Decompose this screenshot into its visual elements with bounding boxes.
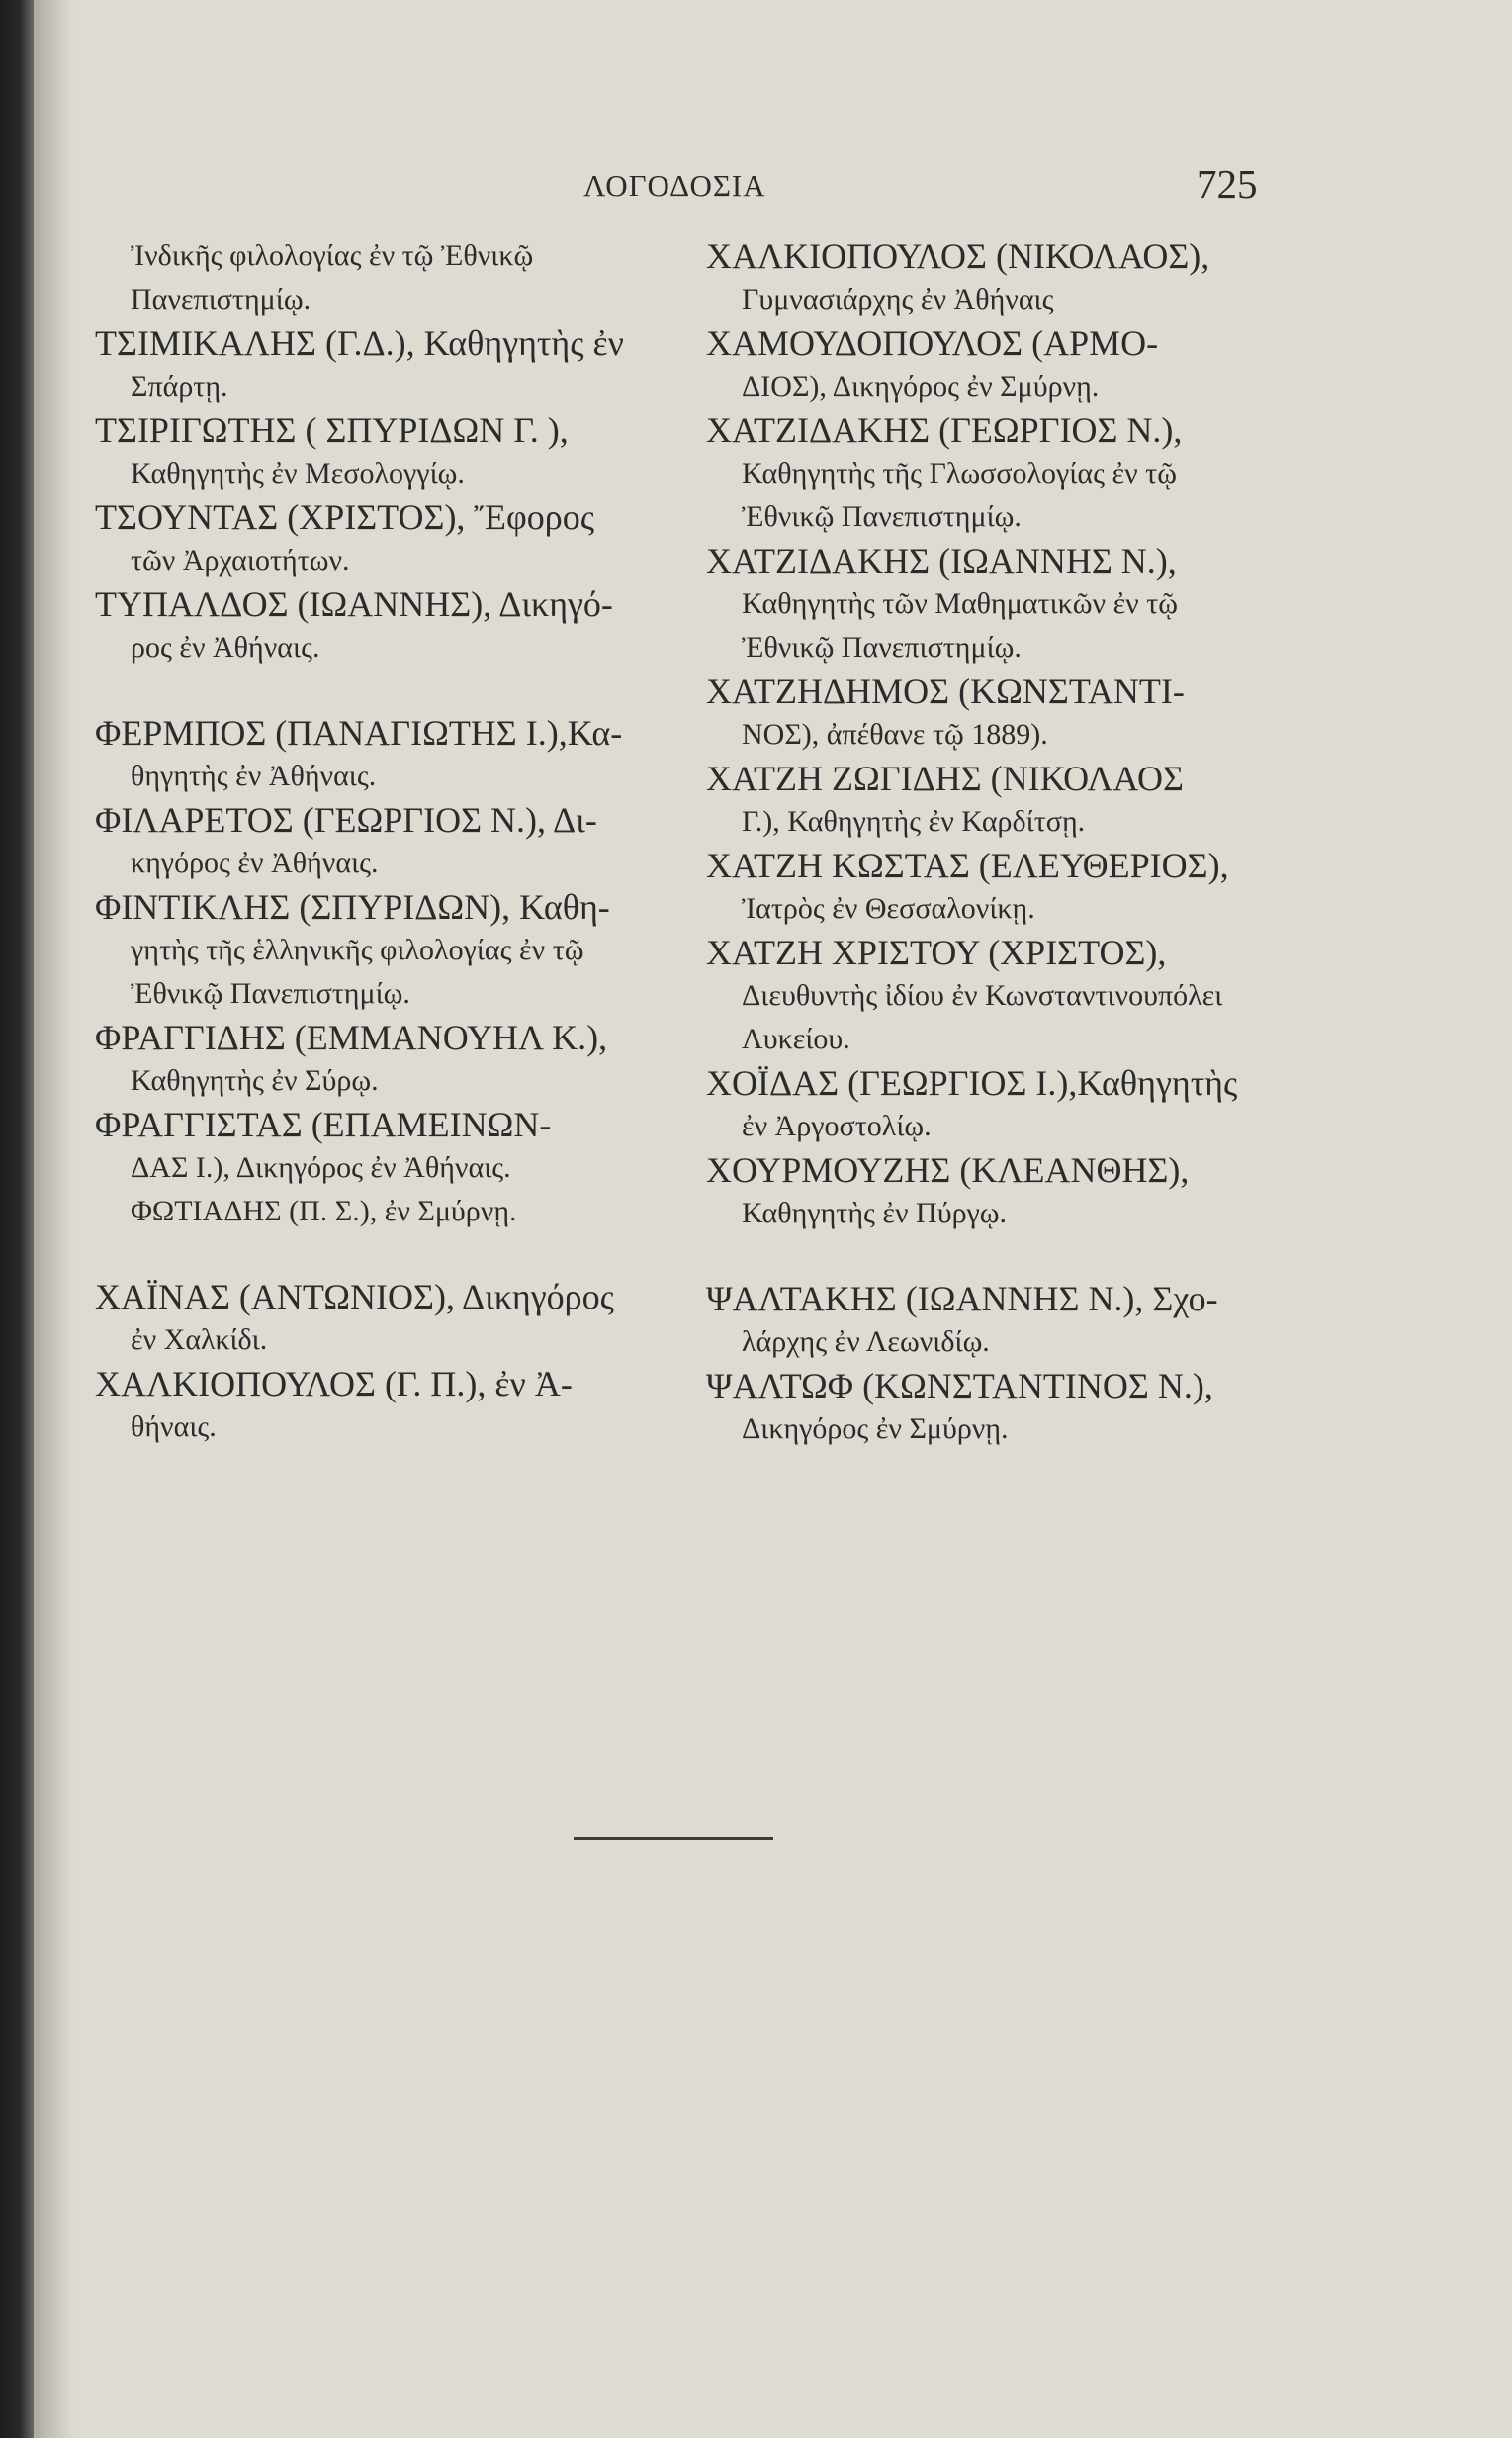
right-column bbox=[706, 234, 1280, 1451]
entry-heading: ΦΡΑΓΓΙΣΤΑΣ (ΕΠΑΜΕΙΝΩΝ- bbox=[95, 1105, 552, 1144]
entry-heading: ΧΟΪΔΑΣ (ΓΕΩΡΓΙΟΣ Ι.),Καθηγητὴς bbox=[706, 1063, 1238, 1103]
index-entry bbox=[95, 1275, 649, 1362]
entry-description: Ἰατρὸς ἐν Θεσσαλονίκῃ. bbox=[742, 892, 1035, 925]
entry-heading: ΧΑΤΖΙΔΑΚΗΣ (ΙΩΑΝΝΗΣ Ν.), bbox=[706, 541, 1177, 581]
index-entry bbox=[706, 234, 1280, 321]
end-rule bbox=[574, 1837, 773, 1840]
entry-description: Γ.), Καθηγητὴς ἐν Καρδίτσῃ. bbox=[742, 805, 1086, 838]
entry-description: Καθηγητὴς ἐν Σύρῳ. bbox=[131, 1064, 379, 1097]
index-entry bbox=[706, 1364, 1280, 1451]
index-entry bbox=[706, 539, 1280, 670]
entry-description: κηγόρος ἐν Ἀθήναις. bbox=[131, 847, 379, 879]
index-entry bbox=[95, 496, 649, 583]
index-entry bbox=[706, 844, 1280, 931]
entry-heading: ΦΙΝΤΙΚΛΗΣ (ΣΠΥΡΙΔΩΝ), Καθη- bbox=[95, 887, 610, 927]
entry-description: Πανεπιστημίῳ. bbox=[131, 283, 311, 316]
index-entry bbox=[95, 885, 649, 1016]
entry-description: γητὴς τῆς ἑλληνικῆς φιλολογίας ἐν τῷ bbox=[131, 934, 584, 966]
entry-heading: ΤΣΙΡΙΓΩΤΗΣ ( ΣΠΥΡΙΔΩΝ Γ. ), bbox=[95, 410, 569, 450]
running-title: ΛΟΓΟΔΟΣΙΑ bbox=[583, 168, 766, 203]
entry-heading: ΦΡΑΓΓΙΔΗΣ (ΕΜΜΑΝΟΥΗΛ Κ.), bbox=[95, 1018, 608, 1057]
entry-heading: ΤΣΟΥΝΤΑΣ (ΧΡΙΣΤΟΣ), Ἔφορος bbox=[95, 497, 594, 537]
entry-description: Καθηγητὴς τῶν Μαθηματικῶν ἐν τῷ bbox=[742, 587, 1179, 620]
entry-heading: ΧΑΤΖΗΔΗΜΟΣ (ΚΩΝΣΤΑΝΤΙ- bbox=[706, 672, 1185, 711]
index-entry bbox=[706, 321, 1280, 408]
entry-description: Ἐθνικῷ Πανεπιστημίῳ. bbox=[742, 631, 1022, 664]
index-entry bbox=[706, 931, 1280, 1061]
section-gap bbox=[706, 1235, 1280, 1277]
index-entry bbox=[706, 757, 1280, 844]
section-gap bbox=[95, 1233, 649, 1275]
entry-description: Καθηγητὴς ἐν Πύργῳ. bbox=[742, 1197, 1008, 1229]
section-gap bbox=[95, 670, 649, 711]
entry-description: Γυμνασιάρχης ἐν Ἀθήναις bbox=[742, 283, 1054, 316]
entry-heading: ΧΑΛΚΙΟΠΟΥΛΟΣ (ΝΙΚΟΛΑΟΣ), bbox=[706, 236, 1210, 276]
entry-description: Διευθυντὴς ἰδίου ἐν Κωνσταντινουπόλει bbox=[742, 979, 1223, 1012]
index-entry bbox=[95, 321, 649, 408]
page-header bbox=[0, 160, 1512, 210]
index-entry bbox=[706, 670, 1280, 757]
entry-heading: ΦΩΤΙΑΔΗΣ (Π. Σ.), ἐν Σμύρνῃ. bbox=[131, 1195, 517, 1227]
entry-description: Σπάρτῃ. bbox=[131, 370, 228, 403]
entry-description: ἐν Ἀργοστολίῳ. bbox=[742, 1110, 932, 1142]
entry-heading: ΨΑΛΤΩΦ (ΚΩΝΣΤΑΝΤΙΝΟΣ Ν.), bbox=[706, 1366, 1213, 1405]
index-entry bbox=[95, 1190, 649, 1233]
entry-description: ΝΟΣ), ἀπέθανε τῷ 1889). bbox=[742, 718, 1048, 751]
left-column bbox=[95, 234, 649, 1449]
entry-heading: ΧΑΜΟΥΔΟΠΟΥΛΟΣ (ΑΡΜΟ- bbox=[706, 323, 1159, 363]
index-entry bbox=[706, 1277, 1280, 1364]
entry-description: λάρχης ἐν Λεωνιδίῳ. bbox=[742, 1325, 990, 1358]
entry-heading: ΦΙΛΑΡΕΤΟΣ (ΓΕΩΡΓΙΟΣ Ν.), Δι- bbox=[95, 800, 597, 840]
entry-description: Λυκείου. bbox=[742, 1023, 850, 1055]
entry-description: Καθηγητὴς τῆς Γλωσσολογίας ἐν τῷ bbox=[742, 457, 1177, 490]
entry-heading: ΧΑΤΖΗ ΧΡΙΣΤΟΥ (ΧΡΙΣΤΟΣ), bbox=[706, 933, 1167, 972]
entry-description: Ἐθνικῷ Πανεπιστημίῳ. bbox=[131, 977, 410, 1010]
page-number: 725 bbox=[1197, 161, 1258, 207]
entry-description: θηγητὴς ἐν Ἀθήναις. bbox=[131, 760, 377, 792]
entry-description: Ἐθνικῷ Πανεπιστημίῳ. bbox=[742, 500, 1022, 533]
entry-heading: ΧΑΪΝΑΣ (ΑΝΤΩΝΙΟΣ), Δικηγόρος bbox=[95, 1277, 614, 1316]
spine-gradient bbox=[34, 0, 73, 2438]
entry-heading: ΧΑΤΖΗ ΚΩΣΤΑΣ (ΕΛΕΥΘΕΡΙΟΣ), bbox=[706, 846, 1229, 885]
entry-description: ἐν Χαλκίδι. bbox=[131, 1323, 268, 1356]
index-entry bbox=[95, 234, 649, 321]
entry-heading: ΨΑΛΤΑΚΗΣ (ΙΩΑΝΝΗΣ Ν.), Σχο- bbox=[706, 1279, 1218, 1318]
index-entry bbox=[706, 408, 1280, 539]
index-entry bbox=[95, 408, 649, 496]
entry-description: Δικηγόρος ἐν Σμύρνῃ. bbox=[742, 1412, 1009, 1445]
entry-heading: ΧΟΥΡΜΟΥΖΗΣ (ΚΛΕΑΝΘΗΣ), bbox=[706, 1150, 1190, 1190]
entry-heading: ΧΑΤΖΙΔΑΚΗΣ (ΓΕΩΡΓΙΟΣ Ν.), bbox=[706, 410, 1183, 450]
book-spine-shadow bbox=[0, 0, 34, 2438]
entry-heading: ΤΥΠΑΛΔΟΣ (ΙΩΑΝΝΗΣ), Δικηγό- bbox=[95, 585, 613, 624]
index-entry bbox=[706, 1148, 1280, 1235]
index-entry bbox=[95, 1016, 649, 1103]
index-entry bbox=[95, 1103, 649, 1190]
entry-description: ΔΙΟΣ), Δικηγόρος ἐν Σμύρνῃ. bbox=[742, 370, 1100, 403]
index-entry bbox=[95, 1362, 649, 1449]
index-entry bbox=[95, 583, 649, 670]
entry-description: Καθηγητὴς ἐν Μεσολογγίῳ. bbox=[131, 457, 465, 490]
entry-heading: ΦΕΡΜΠΟΣ (ΠΑΝΑΓΙΩΤΗΣ Ι.),Κα- bbox=[95, 713, 623, 753]
entry-heading: ΤΣΙΜΙΚΑΛΗΣ (Γ.Δ.), Καθηγητὴς ἐν bbox=[95, 323, 624, 363]
index-entry bbox=[95, 711, 649, 798]
entry-heading: Ἰνδικῆς φιλολογίας ἐν τῷ Ἐθνικῷ bbox=[131, 239, 534, 272]
entry-heading: ΧΑΛΚΙΟΠΟΥΛΟΣ (Γ. Π.), ἐν Ἀ- bbox=[95, 1364, 573, 1403]
index-entry bbox=[95, 798, 649, 885]
entry-description: τῶν Ἀρχαιοτήτων. bbox=[131, 544, 350, 577]
entry-heading: ΧΑΤΖΗ ΖΩΓΙΔΗΣ (ΝΙΚΟΛΑΟΣ bbox=[706, 759, 1185, 798]
entry-description: ΔΑΣ Ι.), Δικηγόρος ἐν Ἀθήναις. bbox=[131, 1151, 511, 1184]
index-entry bbox=[706, 1061, 1280, 1148]
entry-description: θήναις. bbox=[131, 1410, 217, 1443]
entry-description: ρος ἐν Ἀθήναις. bbox=[131, 631, 320, 664]
